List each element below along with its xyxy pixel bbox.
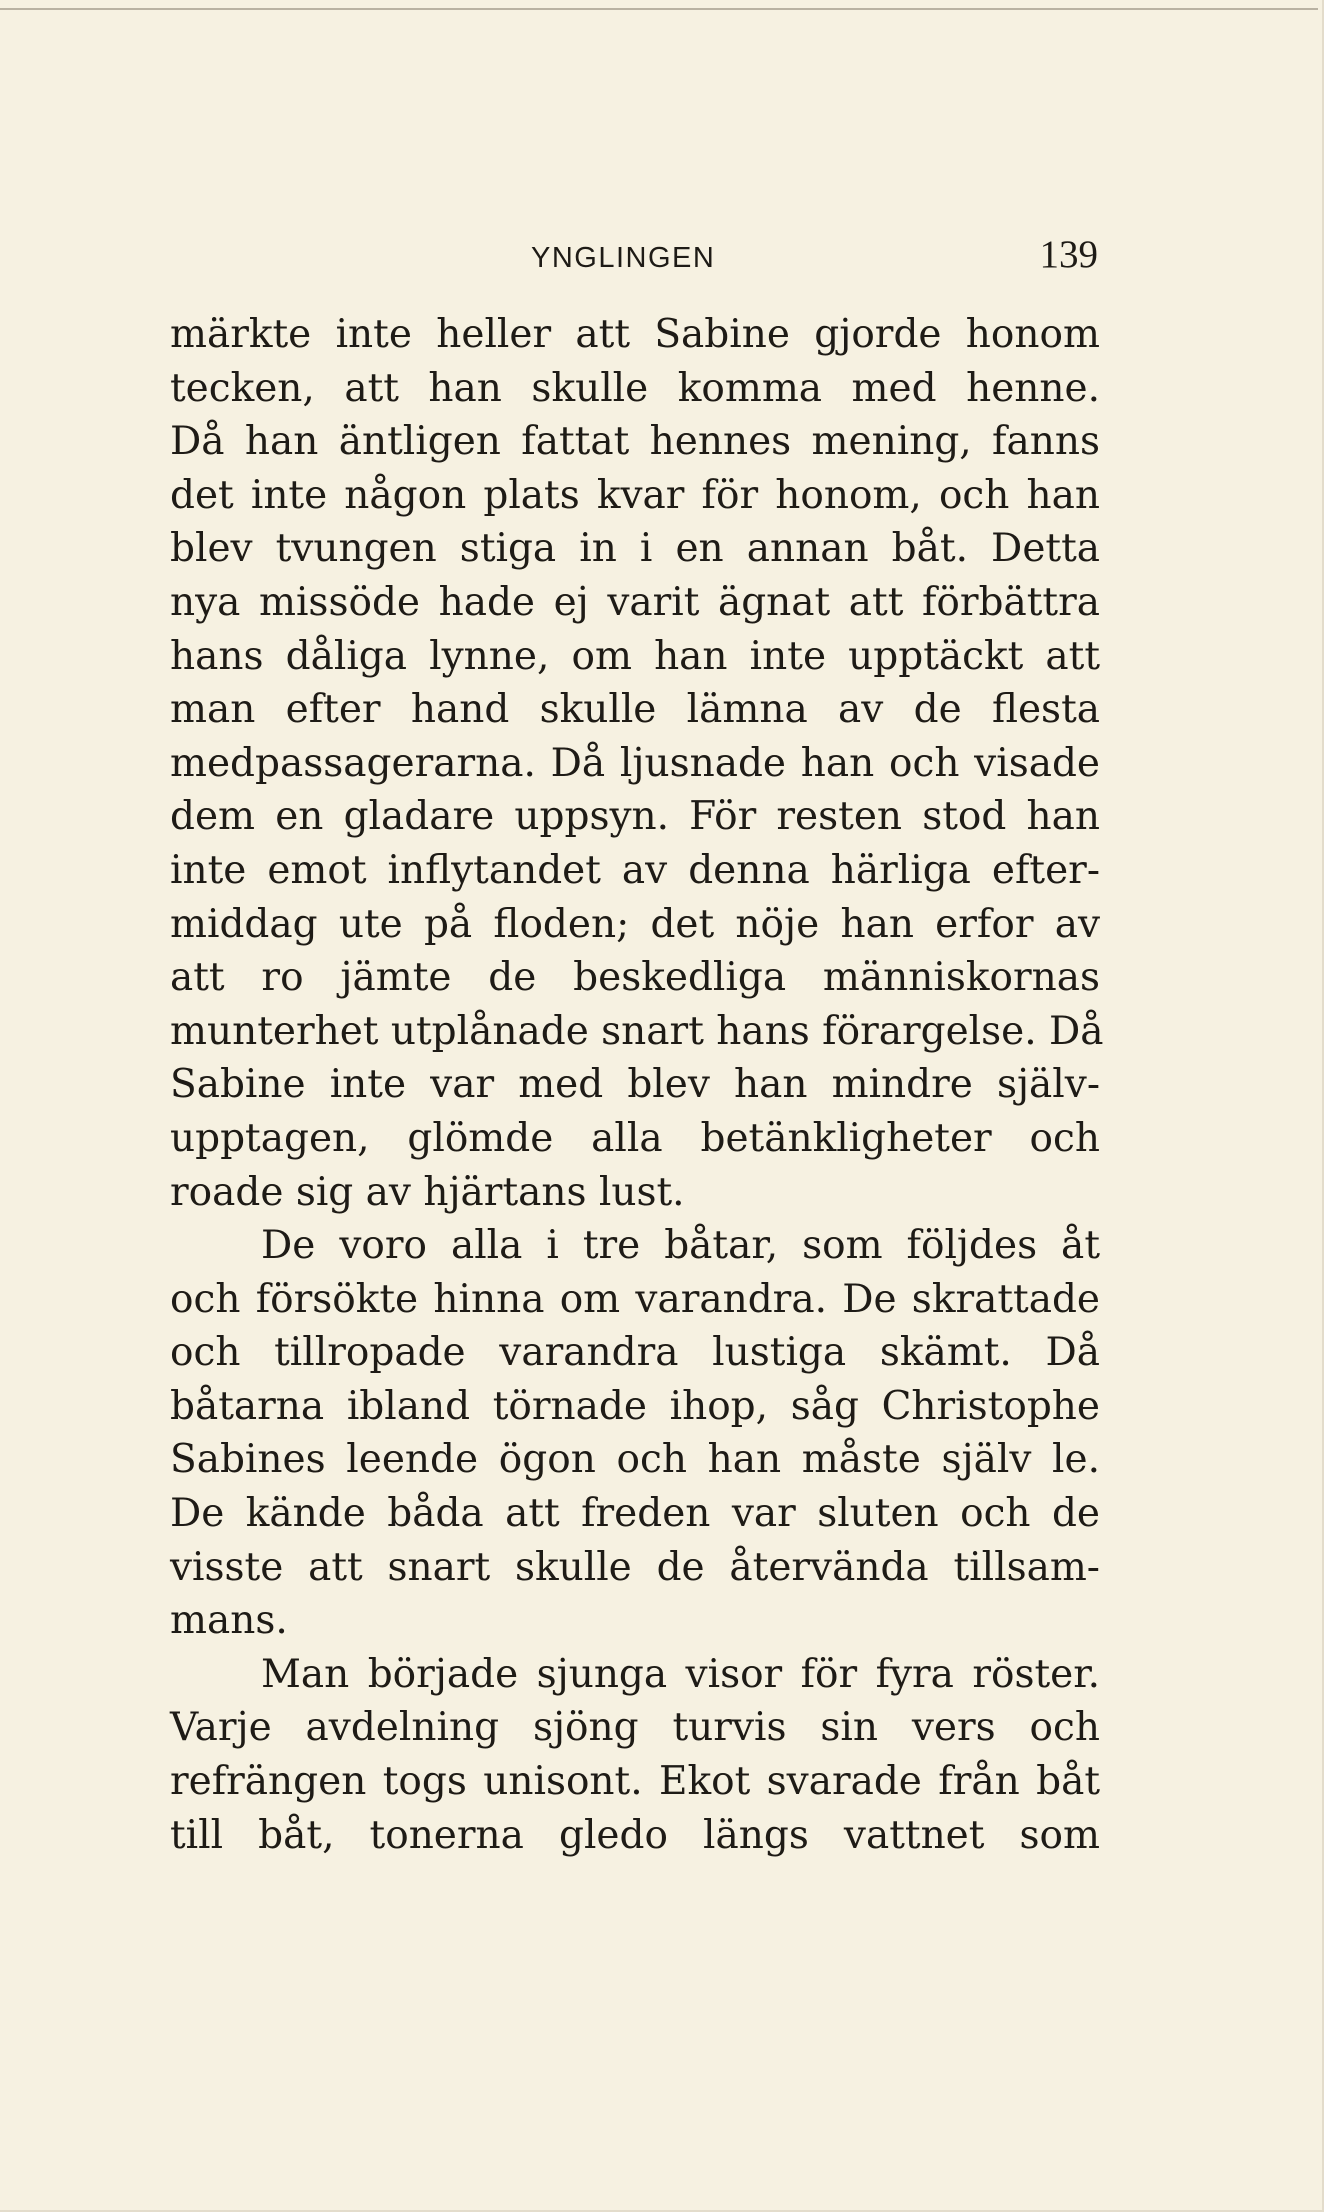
- text-line: visste att snart skulle de återvända tillsam-: [170, 1544, 1100, 1590]
- text-line: medpassagerarna. Då ljusnade han och visade: [170, 740, 1100, 786]
- text-line: Varje avdelning sjöng turvis sin vers och: [170, 1705, 1100, 1751]
- text-line: dem en gladare uppsyn. För resten stod han: [170, 794, 1100, 840]
- text-line: tecken, att han skulle komma med henne.: [170, 365, 1100, 411]
- page-top-edge: [0, 8, 1318, 10]
- text-line: Sabines leende ögon och han måste själv le.: [170, 1437, 1100, 1483]
- text-line: blev tvungen stiga in i en annan båt. Detta: [170, 526, 1100, 572]
- text-line: Man började sjunga visor för fyra röster.: [261, 1651, 1100, 1697]
- text-line: refrängen togs unisont. Ekot svarade från båt: [170, 1759, 1100, 1805]
- text-line: man efter hand skulle lämna av de flesta: [170, 687, 1100, 733]
- text-line: upptagen, glömde alla betänkligheter och: [170, 1115, 1100, 1161]
- text-line: det inte någon plats kvar för honom, och han: [170, 472, 1100, 518]
- text-line: att ro jämte de beskedliga människornas: [170, 955, 1100, 1001]
- text-line: munterhet utplånade snart hans förargelse. Då: [170, 1008, 1104, 1054]
- text-line: De kände båda att freden var sluten och de: [170, 1491, 1100, 1537]
- text-line: De voro alla i tre båtar, som följdes åt: [261, 1223, 1100, 1269]
- text-line: mans.: [170, 1598, 288, 1644]
- text-line: och försökte hinna om varandra. De skrattade: [170, 1276, 1100, 1322]
- text-line: hans dåliga lynne, om han inte upptäckt att: [170, 633, 1100, 679]
- text-line: nya missöde hade ej varit ägnat att förbättra: [170, 579, 1100, 625]
- page-header: [170, 232, 1100, 292]
- text-line: märkte inte heller att Sabine gjorde honom: [170, 312, 1100, 357]
- text-line: inte emot inflytandet av denna härliga efter-: [170, 847, 1100, 893]
- page-number: 139: [1039, 233, 1098, 276]
- body-text: [170, 308, 1104, 1862]
- text-line: middag ute på floden; det nöje han erfor av: [170, 901, 1100, 947]
- text-line: Sabine inte var med blev han mindre själv-: [170, 1062, 1100, 1108]
- text-line: roade sig av hjärtans lust.: [170, 1169, 685, 1215]
- text-line: och tillropade varandra lustiga skämt. Då: [170, 1330, 1100, 1376]
- running-head: YNGLINGEN: [531, 242, 716, 274]
- text-line: Då han äntligen fattat hennes mening, fanns: [170, 419, 1100, 465]
- text-line: båtarna ibland törnade ihop, såg Christophe: [170, 1383, 1100, 1429]
- text-line: till båt, tonerna gledo längs vattnet som: [170, 1812, 1100, 1858]
